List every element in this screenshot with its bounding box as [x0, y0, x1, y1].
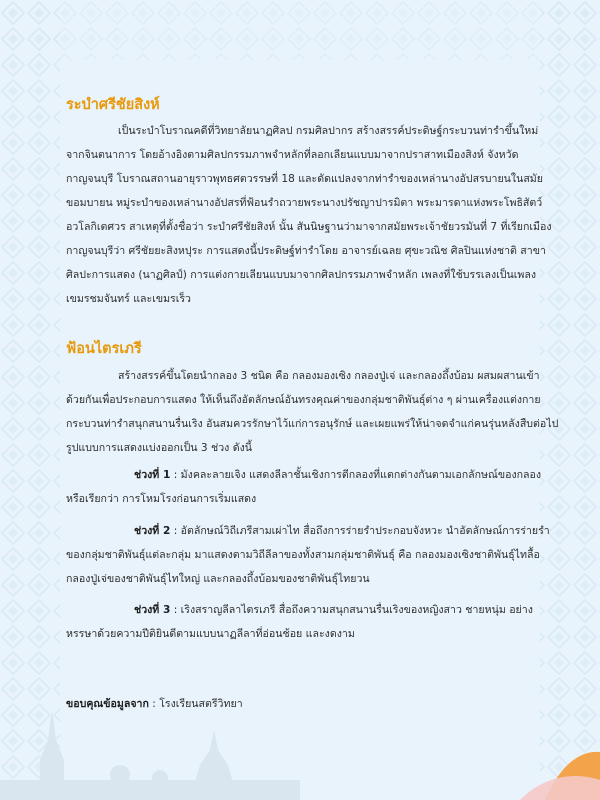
- part-1-text: : มังคละลายเจิง แสดงลีลาชั้นเชิงการตีกลองที่แตกต่างกันตามเอกลักษณ์ของกลอง: [170, 469, 542, 481]
- paragraph-line: หรรษาด้วยความปีติยินดีตามแบบนาฏลีลาที่อ่อนช้อย และงดงาม: [66, 628, 355, 640]
- part-3-label: ช่วงที่ 3: [134, 604, 171, 616]
- part-2-text: : อัตลักษณ์วิถีเภรีสามเผ่าไท สื่อถึงการร่ายรำประกอบจังหวะ นำอัตลักษณ์การร่ายรำ: [170, 525, 550, 537]
- paragraph-line: กาญจนบุรี โบราณสถานอายุราวพุทธศตวรรษที่ 18 และดัดแปลงจากท่ารำของเหล่านางอัปสรบายนในสมัย: [66, 173, 543, 185]
- paragraph-line: กลองปู่เจ่ของชาติพันธุ์ไทใหญ่ และกลองถึ้งบ้อมของชาติพันธุ์ไทยวน: [66, 573, 370, 585]
- paragraph-line: ด้วยกันเพื่อประกอบการแสดง ให้เห็นถึงอัตลักษณ์อันทรงคุณค่าของกลุ่มชาติพันธุ์ต่าง ๆ ผ่านเครื่องแต่งกาย: [66, 394, 541, 406]
- part-1-label: ช่วงที่ 1: [134, 469, 171, 481]
- part-3-text: : เริงสราญลีลาไตรเภรี สื่อถึงความสนุกสนานรื่นเริงของหญิงสาว ชายหนุ่ม อย่าง: [170, 604, 533, 616]
- paragraph-line: ของกลุ่มชาติพันธุ์แต่ละกลุ่ม มาแสดงตามวิถีลีลาของทั้งสามกลุ่มชาติพันธุ์ คือ กลองมองเซิงชาติพันธุ์ไทลื้อ: [66, 549, 540, 561]
- credit-line: [66, 697, 243, 711]
- paragraph-line: กระบวนท่ารำสนุกสนานรื่นเริง อันสมควรรักษาไว้แก่การอนุรักษ์ และเผยแพร่ให้น่าจดจำแก่คนรุ่นหลังสืบต่อไป: [66, 418, 559, 430]
- paragraph-line: อวโลกิเตศวร สาเหตุที่ตั้งชื่อว่า ระบำศรีชัยสิงห์ นั้น สันนิษฐานว่ามาจากสมัยพระเจ้าชัยวรมันที่ 7 ที่เรียกเมือง: [66, 221, 552, 233]
- part-2-line: [134, 524, 550, 538]
- paragraph-line: เป็นระบำโบราณคดีที่วิทยาลัยนาฏศิลป กรมศิลปากร สร้างสรรค์ประดิษฐ์กระบวนท่ารำขึ้นใหม่: [118, 125, 539, 137]
- paragraph-line: เขมรชมจันทร์ และเขมรเร็ว: [66, 293, 192, 305]
- credit-label: ขอบคุณข้อมูลจาก: [66, 698, 149, 710]
- section-title-sri-chai-singh: ระบำศรีชัยสิงห์: [66, 97, 160, 113]
- credit-source: : โรงเรียนสตรีวิทยา: [148, 698, 243, 710]
- paragraph-line: รูปแบบการแสดงแบ่งออกเป็น 3 ช่วง ดังนี้: [66, 442, 252, 454]
- paragraph-line: สร้างสรรค์ขึ้นโดยนำกลอง 3 ชนิด คือ กลองมองเซิง กลองปู่เจ่ และกลองถึ้งบ้อม ผสมผสานเข้า: [118, 370, 540, 382]
- part-2-label: ช่วงที่ 2: [134, 525, 171, 537]
- paragraph-line: จากจินตนาการ โดยอ้างอิงตามศิลปกรรมภาพจำหลักที่ลอกเลียนแบบมาจากปราสาทเมืองสิงห์ จังหวัด: [66, 149, 519, 161]
- section-title-fon-trai-pheri: ฟ้อนไตรเภรี: [66, 341, 142, 357]
- paragraph-line: กาญจนบุรีว่า ศรีชัยยะสิงหปุระ การแสดงนี้ประดิษฐ์ท่ารำโดย อาจารย์เฉลย ศุขะวณิช ศิลปินแห่งชาติ สาขา: [66, 245, 546, 257]
- paragraph-line: หรือเรียกว่า การโหมโรงก่อนการเริ่มแสดง: [66, 493, 257, 505]
- paragraph-line: ศิลปะการแสดง (นาฏศิลป์) การแต่งกายเลียนแบบมาจากศิลปกรรมภาพจำหลัก เพลงที่ใช้บรรเลงเป็นเพลง: [66, 269, 537, 281]
- paragraph-line: ขอมบายน หมู่ระบำของเหล่านางอัปสรที่ฟ้อนรำถวายพระนางปรัชญาปารมิตา พระมารดาแห่งพระโพธิสัตว์: [66, 197, 543, 209]
- part-3-line: [134, 603, 533, 617]
- part-1-line: [134, 468, 541, 482]
